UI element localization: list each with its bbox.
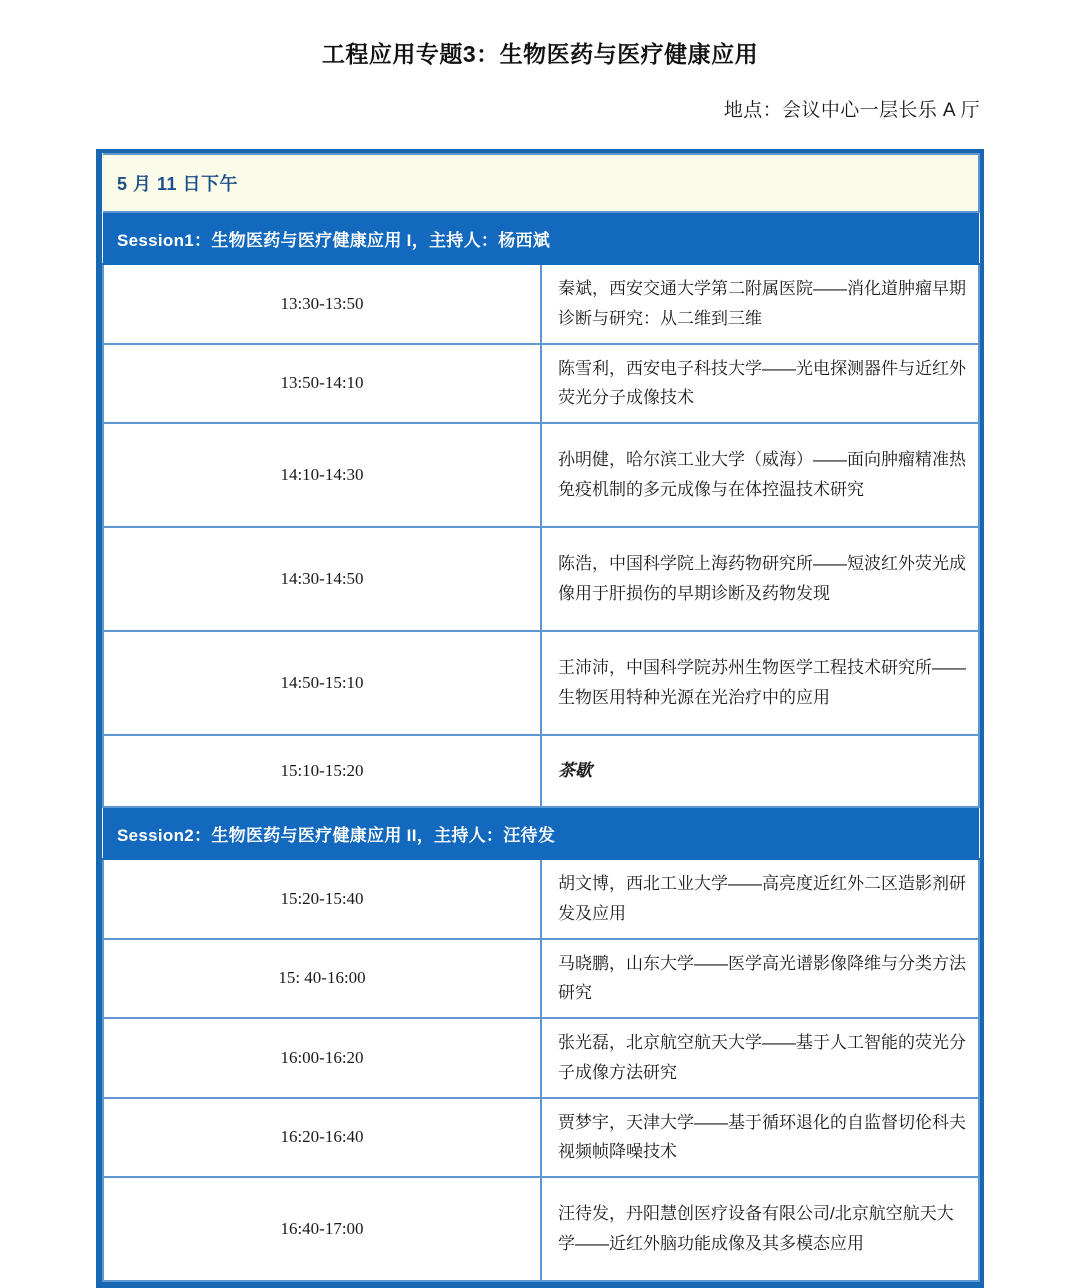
session-topic-cell: 王沛沛，中国科学院苏州生物医学工程技术研究所——生物医用特种光源在光治疗中的应用 xyxy=(541,631,979,735)
date-banner-cell xyxy=(103,154,979,212)
table-row xyxy=(103,859,979,939)
session-header-label: Session2：生物医药与医疗健康应用 II，主持人：汪待发 xyxy=(117,825,556,845)
tea-break-label: 茶歇 xyxy=(558,761,592,781)
session-topic-cell xyxy=(541,735,979,807)
session-topic-cell: 贾梦宇，天津大学——基于循环退化的自监督切伦科夫视频帧降噪技术 xyxy=(541,1098,979,1178)
page-title: 工程应用专题3：生物医药与医疗健康应用 xyxy=(321,41,759,67)
table-row xyxy=(103,631,979,735)
session-topic-cell: 陈浩，中国科学院上海药物研究所——短波红外荧光成像用于肝损伤的早期诊断及药物发现 xyxy=(541,527,979,631)
session-header-row xyxy=(103,807,979,859)
table-row xyxy=(103,1177,979,1281)
session-topic-cell: 马晓鹏，山东大学——医学高光谱影像降维与分类方法研究 xyxy=(541,939,979,1019)
table-row xyxy=(103,344,979,424)
table-row xyxy=(103,735,979,807)
session-time-cell: 15:20-15:40 xyxy=(103,859,541,939)
session-topic-cell: 陈雪利，西安电子科技大学——光电探测器件与近红外荧光分子成像技术 xyxy=(541,344,979,424)
session-time-cell: 14:30-14:50 xyxy=(103,527,541,631)
session-time-cell: 15: 40-16:00 xyxy=(103,939,541,1019)
session-header-cell xyxy=(103,807,979,859)
session-time-cell: 15:10-15:20 xyxy=(103,735,541,807)
session-header-label: Session1：生物医药与医疗健康应用 I，主持人：杨西斌 xyxy=(117,230,551,250)
session-header-row xyxy=(103,212,979,264)
table-row xyxy=(103,1098,979,1178)
session-time-cell: 16:40-17:00 xyxy=(103,1177,541,1281)
session-time-cell: 13:30-13:50 xyxy=(103,264,541,344)
table-row xyxy=(103,527,979,631)
table-row xyxy=(103,1018,979,1098)
session-time-cell: 16:00-16:20 xyxy=(103,1018,541,1098)
session-topic-cell: 张光磊，北京航空航天大学——基于人工智能的荧光分子成像方法研究 xyxy=(541,1018,979,1098)
session-topic-cell: 胡文博，西北工业大学——高亮度近红外二区造影剂研发及应用 xyxy=(541,859,979,939)
session-time-cell: 16:20-16:40 xyxy=(103,1098,541,1178)
venue-label: 地点：会议中心一层长乐 A 厅 xyxy=(723,100,980,121)
date-banner-row xyxy=(103,154,979,212)
schedule-table-container xyxy=(96,149,984,1288)
session-header-cell xyxy=(103,212,979,264)
session-time-cell: 14:50-15:10 xyxy=(103,631,541,735)
date-banner-label: 5 月 11 日下午 xyxy=(117,174,239,194)
table-row xyxy=(103,423,979,527)
session-topic-cell: 汪待发，丹阳慧创医疗设备有限公司/北京航空航天大学——近红外脑功能成像及其多模态应用 xyxy=(541,1177,979,1281)
table-row xyxy=(103,264,979,344)
session-time-cell: 14:10-14:30 xyxy=(103,423,541,527)
session-topic-cell: 秦斌，西安交通大学第二附属医院——消化道肿瘤早期诊断与研究：从二维到三维 xyxy=(541,264,979,344)
session-time-cell: 13:50-14:10 xyxy=(103,344,541,424)
schedule-table xyxy=(102,153,980,1282)
table-row xyxy=(103,939,979,1019)
session-topic-cell: 孙明健，哈尔滨工业大学（威海）——面向肿瘤精准热免疫机制的多元成像与在体控温技术研究 xyxy=(541,423,979,527)
